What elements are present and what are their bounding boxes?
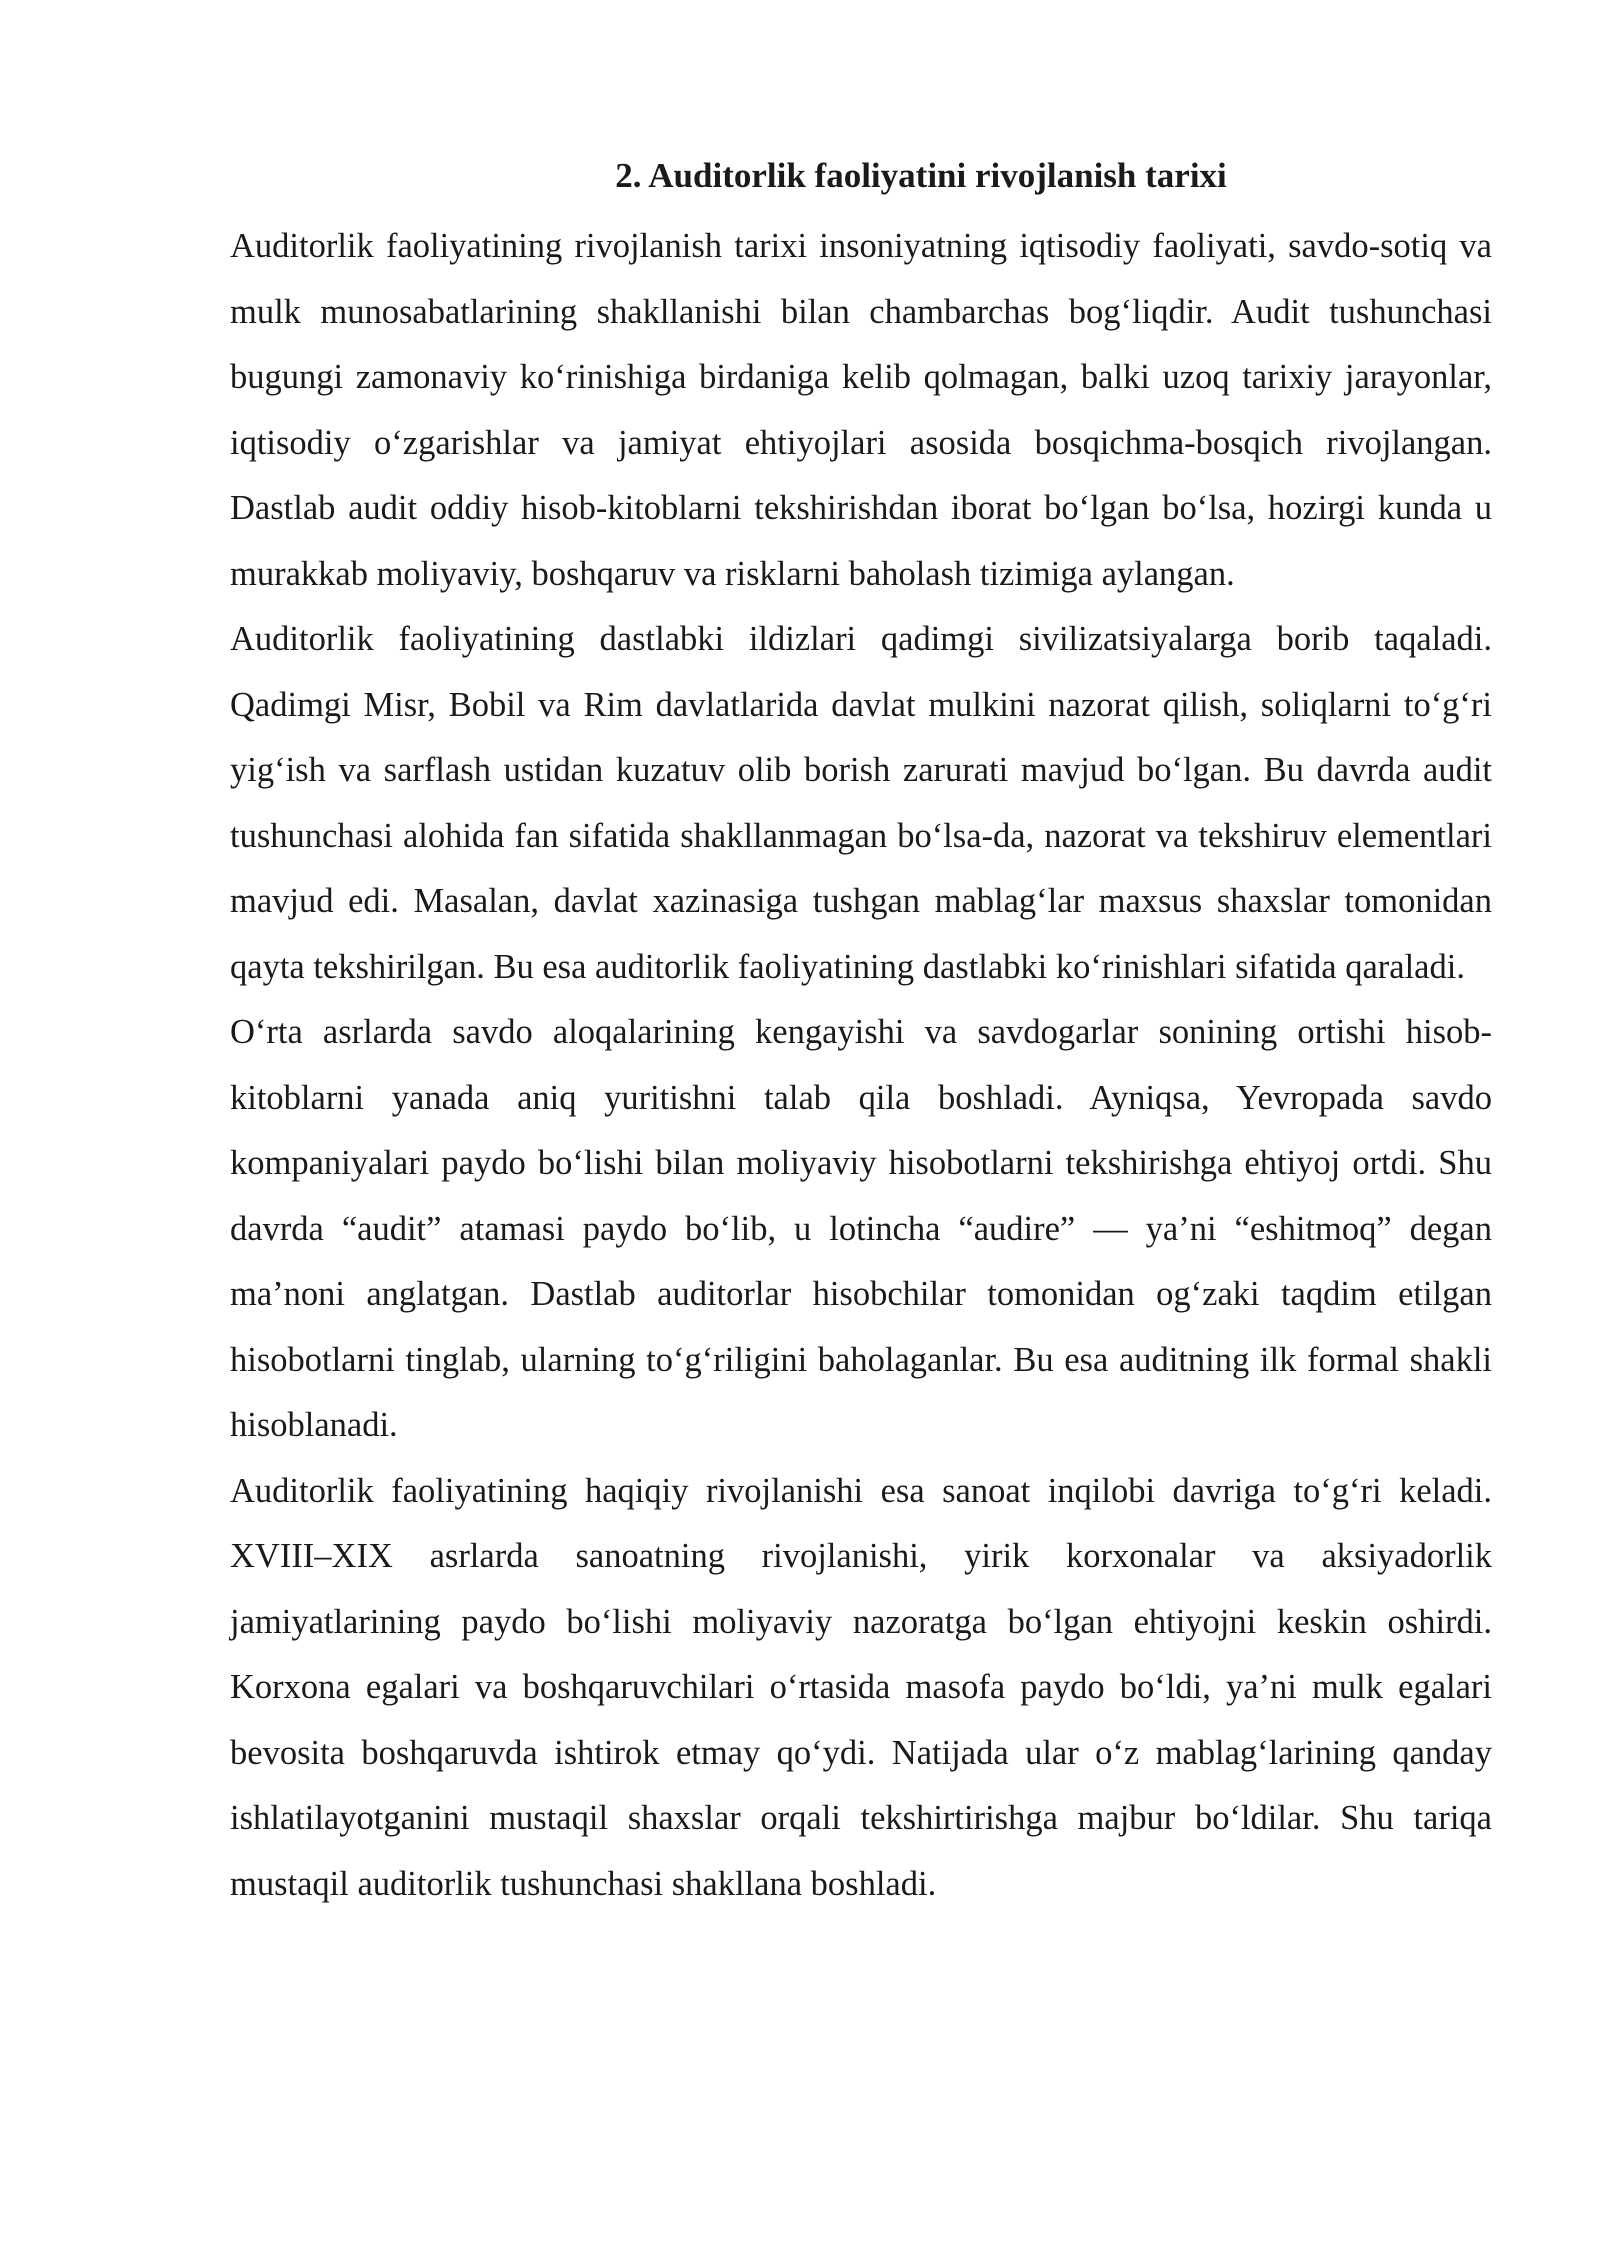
- paragraph-ancient-roots: Auditorlik faoliyatining dastlabki ildizlari qadimgi sivilizatsiyalarga borib taqaladi. Qadimgi Misr, Bobil va Rim davlatlarida davlat mulkini nazorat qilish, soliqlarni to‘g‘ri yig‘ish va sarflash ustidan kuzatuv olib borish zarurati mavjud bo‘lgan. Bu davrda audit tushunchasi alohida fan sifatida shakllanmagan bo‘lsa-da, nazorat va tekshiruv elementlari mavjud edi. Masalan, davlat xazinasiga tushgan mablag‘lar maxsus shaxslar tomonidan qayta tekshirilgan. Bu esa auditorlik faoliyatining dastlabki ko‘rinishlari sifatida qaraladi.: [230, 620, 1492, 986]
- paragraph-intro: Auditorlik faoliyatining rivojlanish tarixi insoniyatning iqtisodiy faoliyati, savdo-sotiq va mulk munosabatlarining shakllanishi bilan chambarchas bog‘liqdir. Audit tushunchasi bugungi zamonaviy ko‘rinishiga birdaniga kelib qolmagan, balki uzoq tarixiy jarayonlar, iqtisodiy o‘zgarishlar va jamiyat ehtiyojlari asosida bosqichma-bosqich rivojlangan. Dastlab audit oddiy hisob-kitoblarni tekshirishdan iborat bo‘lgan bo‘lsa, hozirgi kunda u murakkab moliyaviy, boshqaruv va risklarni baholash tizimiga aylangan.: [230, 227, 1492, 593]
- paragraph-industrial-revolution: Auditorlik faoliyatining haqiqiy rivojlanishi esa sanoat inqilobi davriga to‘g‘ri keladi. XVIII–XIX asrlarda sanoatning rivojlanishi, yirik korxonalar va aksiyadorlik jamiyatlarining paydo bo‘lishi moliyaviy nazoratga bo‘lgan ehtiyojni keskin oshirdi. Korxona egalari va boshqaruvchilari o‘rtasida masofa paydo bo‘ldi, ya’ni mulk egalari bevosita boshqaruvda ishtirok etmay qo‘ydi. Natijada ular o‘z mablag‘larining qanday ishlatilayotganini mustaqil shaxslar orqali tekshirtirishga majbur bo‘ldilar. Shu tariqa mustaqil auditorlik tushunchasi shakllana boshladi.: [230, 1471, 1492, 1903]
- section-heading: 2. Auditorlik faoliyatini rivojlanish tarixi: [615, 156, 1227, 195]
- document-body: [230, 148, 1492, 1917]
- paragraph-middle-ages: O‘rta asrlarda savdo aloqalarining kengayishi va savdogarlar sonining ortishi hisob-kitoblarni yanada aniq yuritishni talab qila boshladi. Ayniqsa, Yevropada savdo kompaniyalari paydo bo‘lishi bilan moliyaviy hisobotlarni tekshirishga ehtiyoj ortdi. Shu davrda “audit” atamasi paydo bo‘lib, u lotincha “audire” — ya’ni “eshitmoq” degan ma’noni anglatgan. Dastlab auditorlar hisobchilar tomonidan og‘zaki taqdim etilgan hisobotlarni tinglab, ularning to‘g‘riligini baholaganlar. Bu esa auditning ilk formal shakli hisoblanadi.: [230, 1013, 1492, 1444]
